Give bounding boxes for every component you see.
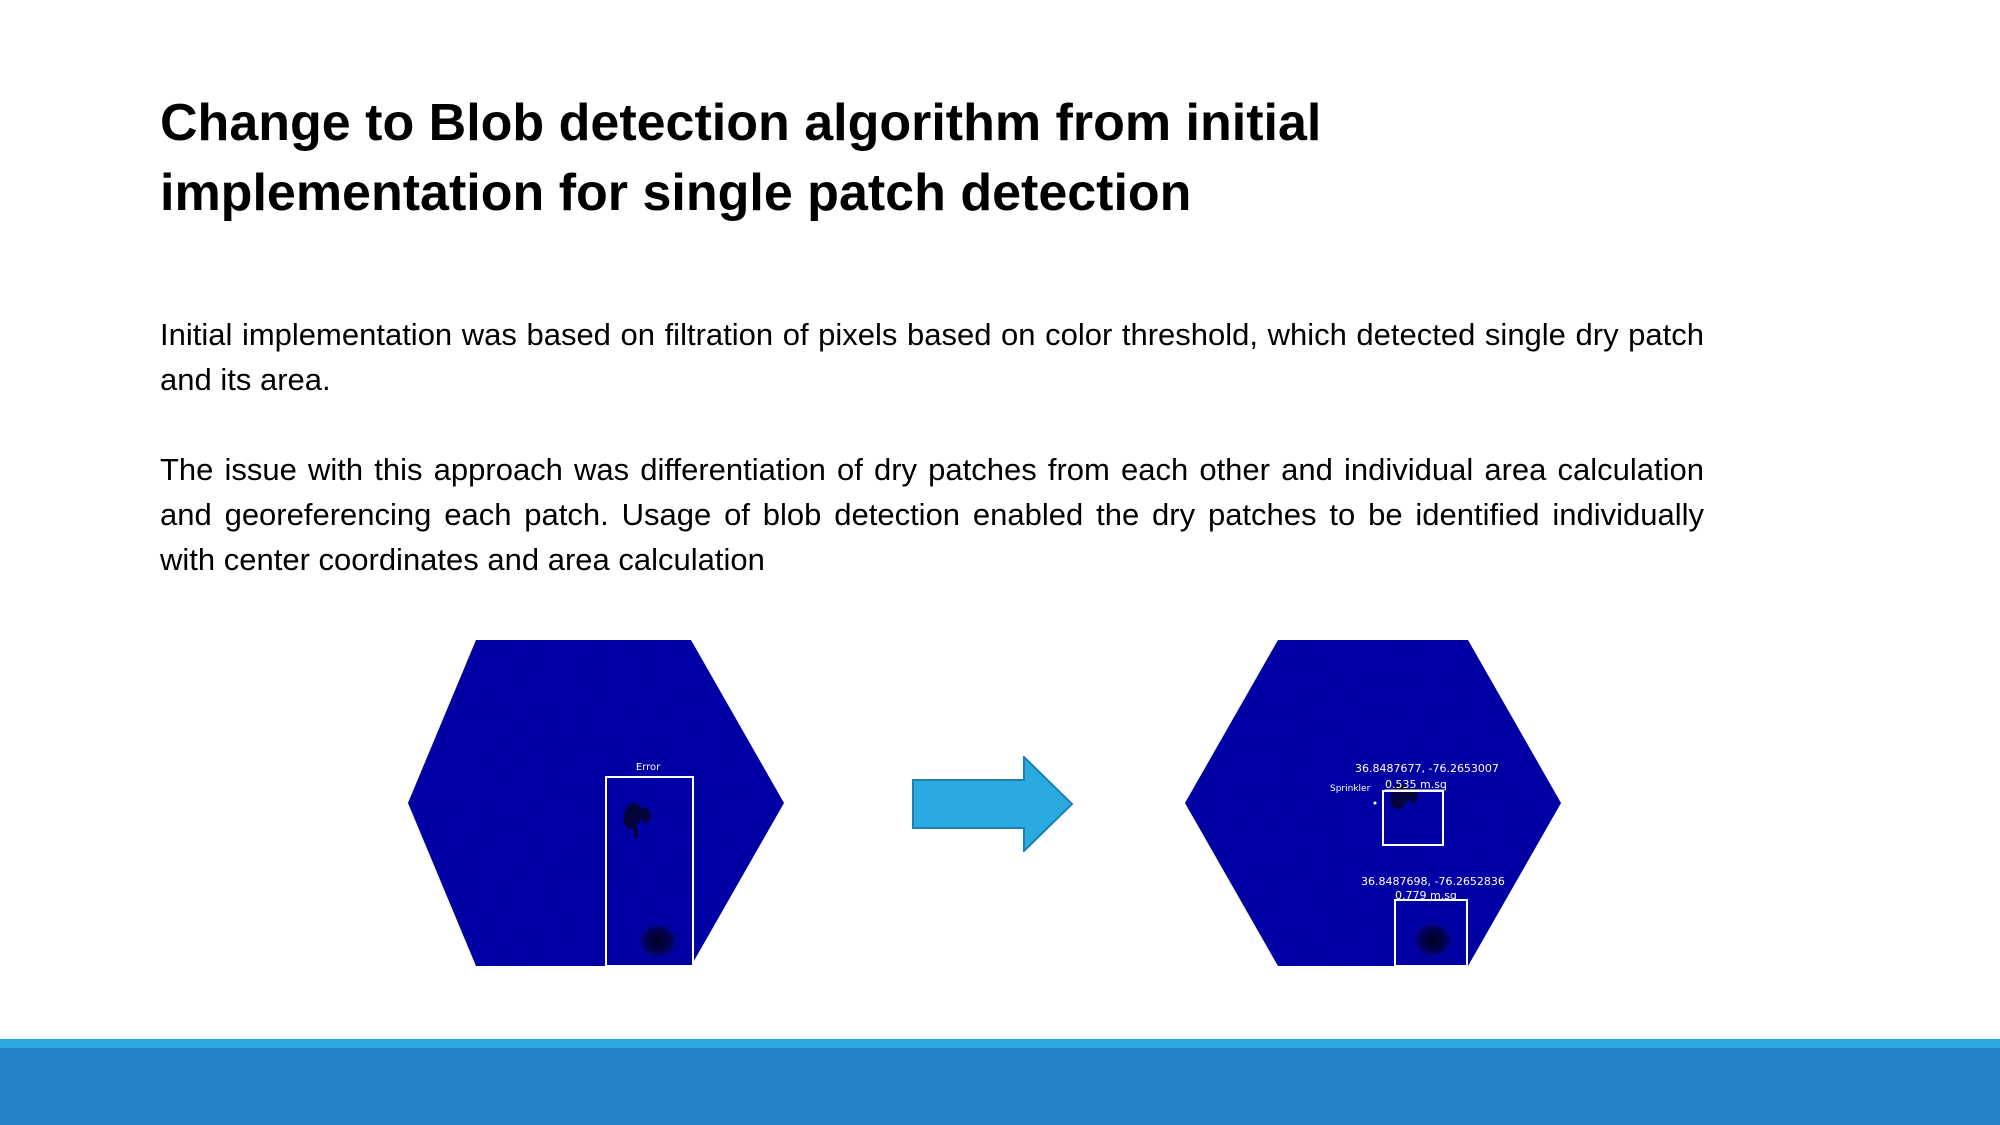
error-label: Error bbox=[635, 762, 661, 773]
hexagon-field bbox=[1185, 640, 1561, 966]
right-arrow-icon bbox=[912, 756, 1074, 852]
hexagon-field bbox=[408, 640, 784, 966]
blob-1-coordinates: 36.8487677, -76.2653007 bbox=[1355, 762, 1499, 775]
blob-1-area: 0.535 m.sq bbox=[1385, 778, 1447, 791]
blob-2-area: 0.779 m.sq bbox=[1395, 889, 1457, 902]
body-text bbox=[160, 312, 1704, 627]
footer-band bbox=[0, 1048, 2000, 1125]
paragraph-initial-implementation: Initial implementation was based on filtration of pixels based on color threshold, which detected single dry patch and its area. bbox=[160, 317, 1704, 397]
dry-patch-2 bbox=[636, 921, 680, 961]
initial-detection-image bbox=[408, 640, 784, 966]
blob-2-coordinates: 36.8487698, -76.2652836 bbox=[1361, 875, 1505, 888]
dry-patch-2 bbox=[1411, 920, 1455, 960]
footer-accent-line bbox=[0, 1039, 2000, 1048]
paragraph-blob-detection-issue: The issue with this approach was differentiation of dry patches from each other and individual area calculation and georeferencing each patch. Usage of blob detection enabled the dry patches to be identified individually with center coordinates and area calculation bbox=[160, 452, 1704, 577]
sprinkler-label: Sprinkler bbox=[1330, 784, 1371, 794]
slide-title: Change to Blob detection algorithm from initial implementation for single patch detection bbox=[160, 94, 1322, 222]
sprinkler-marker bbox=[1374, 802, 1377, 805]
blob-detection-image bbox=[1185, 640, 1561, 966]
